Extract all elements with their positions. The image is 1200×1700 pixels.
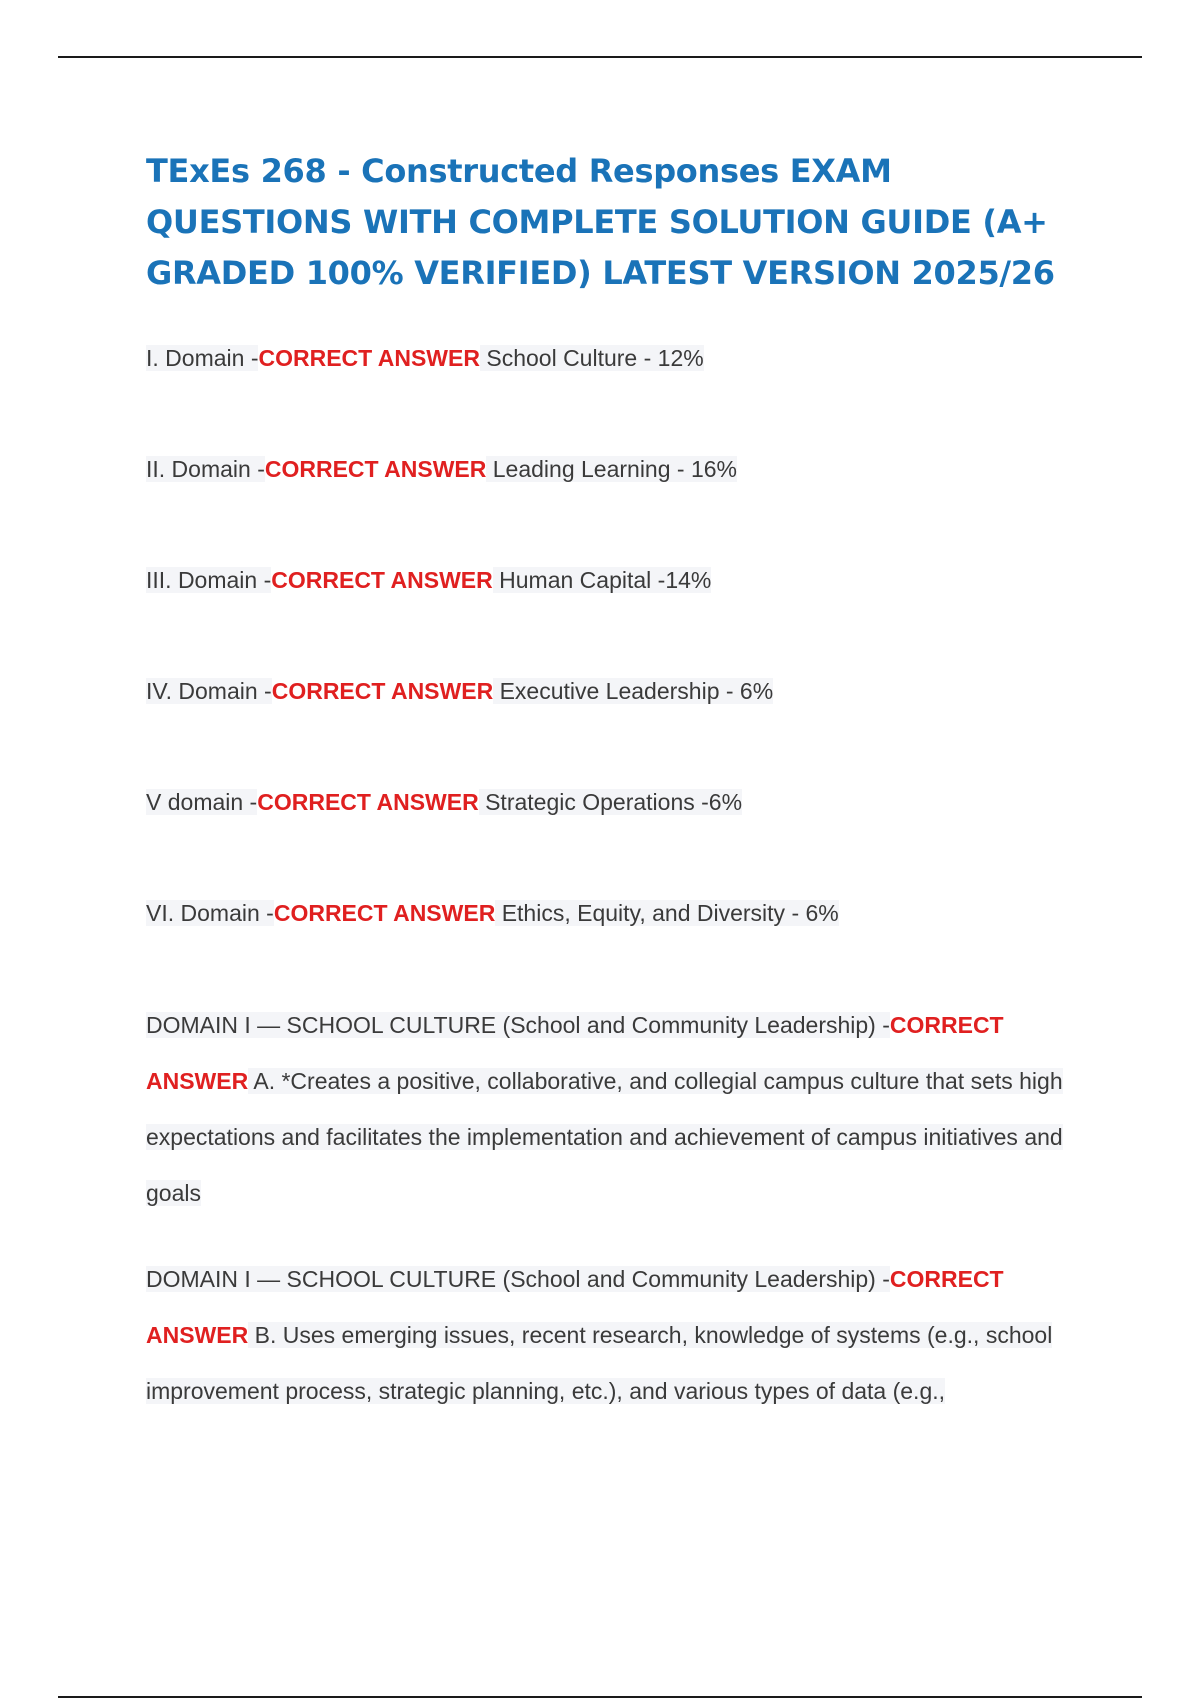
- qa-entry-domain-5: [146, 789, 1076, 816]
- entry-question: V domain -: [146, 789, 258, 815]
- correct-answer-label: CORRECT ANSWER: [146, 1266, 1004, 1348]
- qa-entry-domain-1-b: [146, 1251, 1076, 1419]
- entry-question: II. Domain -: [146, 456, 265, 482]
- qa-entry-domain-4: [146, 678, 1076, 705]
- correct-answer-label: CORRECT ANSWER: [264, 456, 487, 482]
- correct-answer-label: CORRECT ANSWER: [271, 567, 493, 593]
- entry-question: I. Domain -: [146, 345, 259, 371]
- correct-answer-label: CORRECT ANSWER: [146, 1012, 1004, 1094]
- entry-answer: Ethics, Equity, and Diversity - 6%: [495, 900, 839, 926]
- qa-list: [146, 345, 1076, 1419]
- entry-answer: Strategic Operations -6%: [478, 789, 743, 815]
- qa-entry-domain-1-a: [146, 997, 1076, 1221]
- entry-answer: Executive Leadership - 6%: [493, 678, 774, 704]
- correct-answer-label: CORRECT ANSWER: [271, 678, 494, 704]
- correct-answer-label: CORRECT ANSWER: [273, 900, 496, 926]
- top-rule: [58, 56, 1142, 58]
- entry-question: IV. Domain -: [146, 678, 272, 704]
- entry-answer: Leading Learning - 16%: [486, 456, 737, 482]
- entry-answer: B. Uses emerging issues, recent research, knowledge of systems (e.g., school improvement process, strategic planning, etc.), and various types of data (e.g.,: [146, 1322, 1053, 1404]
- entry-question: DOMAIN I — SCHOOL CULTURE (School and Community Leadership) -: [146, 1012, 890, 1038]
- qa-entry-domain-2: [146, 456, 1076, 483]
- entry-answer: A. *Creates a positive, collaborative, and collegial campus culture that sets high expectations and facilitates the implementation and achievement of campus initiatives and goals: [146, 1068, 1063, 1206]
- qa-entry-domain-6: [146, 900, 1076, 927]
- correct-answer-label: CORRECT ANSWER: [258, 345, 480, 371]
- document-page: [146, 146, 1076, 1463]
- correct-answer-label: CORRECT ANSWER: [257, 789, 479, 815]
- entry-answer: Human Capital -14%: [492, 567, 712, 593]
- document-title: TExEs 268 - Constructed Responses EXAM QUESTIONS WITH COMPLETE SOLUTION GUIDE (A+ GRADED 100% VERIFIED) LATEST VERSION 2025/26: [146, 152, 1055, 292]
- entry-question: VI. Domain -: [146, 900, 274, 926]
- entry-question: DOMAIN I — SCHOOL CULTURE (School and Community Leadership) -: [146, 1266, 890, 1292]
- qa-entry-domain-3: [146, 567, 1076, 594]
- entry-answer: School Culture - 12%: [479, 345, 704, 371]
- entry-question: III. Domain -: [146, 567, 272, 593]
- bottom-rule: [58, 1696, 1142, 1698]
- qa-entry-domain-1: [146, 345, 1076, 372]
